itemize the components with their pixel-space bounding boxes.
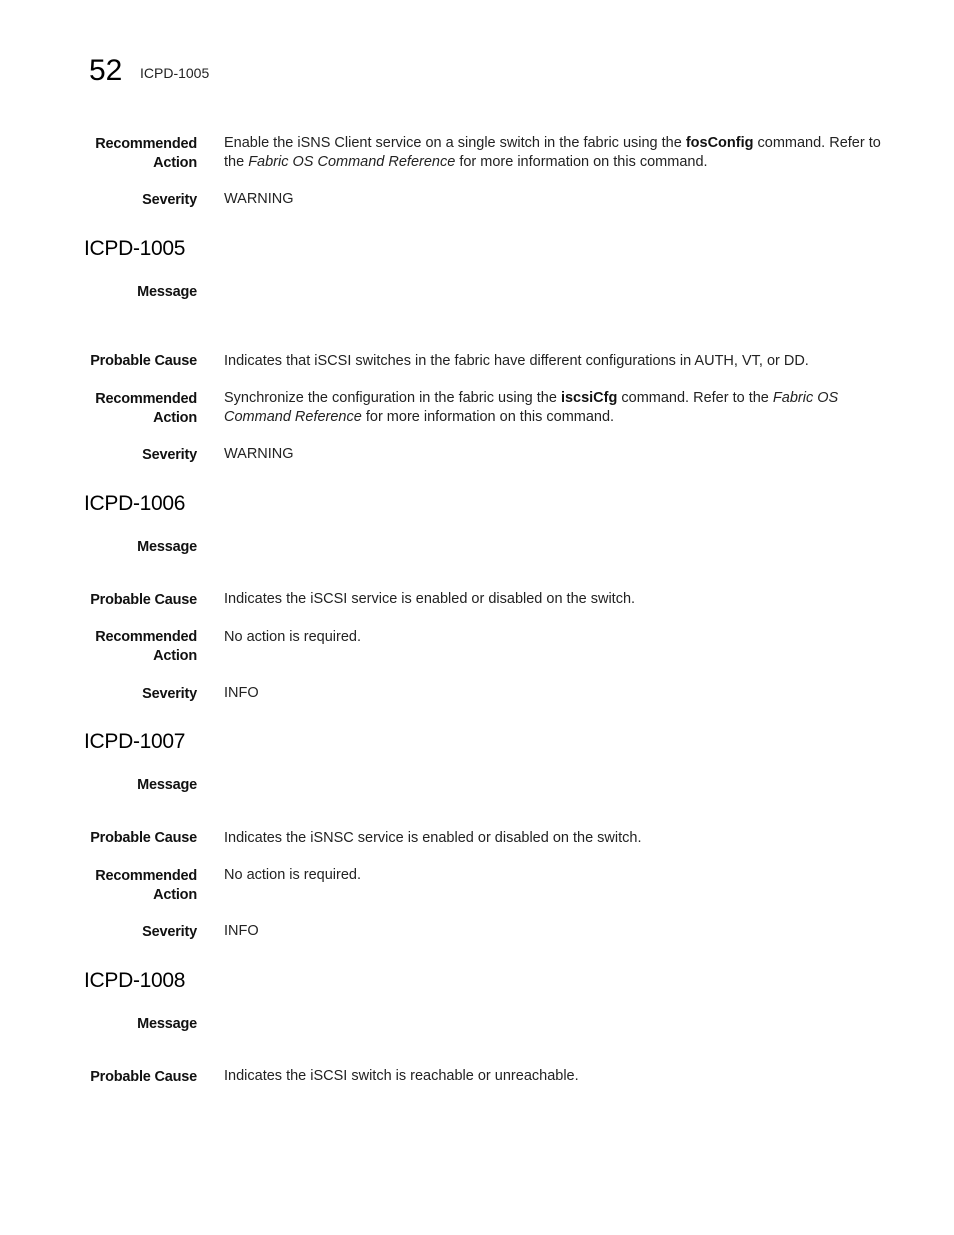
label-line-2: Action: [153, 155, 197, 171]
probable-cause-label: Probable Cause: [90, 592, 197, 608]
command-fosconfig: fosConfig: [685, 135, 754, 151]
recommended-action-label: [60, 628, 197, 666]
probable-cause-text: Indicates that iSCSI switches in the fabric have different configurations in AUTH, VT, or DD.: [224, 353, 809, 369]
severity-label: Severity: [142, 686, 197, 702]
reference-title: Fabric OS Command Reference: [248, 154, 456, 170]
severity-label: Severity: [142, 924, 197, 940]
probable-cause-label: Probable Cause: [90, 830, 197, 846]
message-label: Message: [137, 1016, 197, 1032]
severity-value: WARNING: [224, 446, 294, 462]
label-line-1: Recommended: [95, 868, 197, 884]
command-iscsicfg: iscsiCfg: [560, 390, 618, 406]
recommended-action-text: No action is required.: [224, 629, 362, 645]
chapter-number: 52: [89, 54, 123, 87]
recommended-action-text: Synchronize the configuration in the fabric using the iscsiCfg command. Refer to the Fabric OS Command Reference for more information on this command.: [224, 390, 839, 425]
probable-cause-text: Indicates the iSCSI service is enabled or disabled on the switch.: [224, 591, 636, 607]
label-line-2: Action: [153, 410, 197, 426]
running-title: ICPD-1005: [140, 65, 210, 81]
recommended-action-label: [60, 390, 197, 428]
severity-value: INFO: [224, 923, 259, 939]
message-label: Message: [137, 284, 197, 300]
severity-label: Severity: [142, 192, 197, 208]
message-label: Message: [137, 777, 197, 793]
recommended-action-text: Enable the iSNS Client service on a single switch in the fabric using the fosConfig command. Refer to the Fabric OS Command Reference for more information on this command.: [224, 135, 881, 170]
label-line-1: Recommended: [95, 629, 197, 645]
reference-title: Fabric OS Command Reference: [224, 390, 839, 425]
section-title-icpd-1005: ICPD-1005: [84, 237, 186, 260]
probable-cause-text: Indicates the iSNSC service is enabled or disabled on the switch.: [224, 830, 642, 846]
section-title-icpd-1006: ICPD-1006: [84, 492, 186, 515]
label-line-1: Recommended: [95, 136, 197, 152]
recommended-action-text: No action is required.: [224, 867, 362, 883]
probable-cause-label: Probable Cause: [90, 353, 197, 369]
section-title-icpd-1007: ICPD-1007: [84, 730, 186, 753]
label-line-2: Action: [153, 648, 197, 664]
probable-cause-text: Indicates the iSCSI switch is reachable or unreachable.: [224, 1068, 579, 1084]
recommended-action-label: [60, 135, 197, 173]
label-line-2: Action: [153, 887, 197, 903]
severity-label: Severity: [142, 447, 197, 463]
message-label: Message: [137, 539, 197, 555]
severity-value: INFO: [224, 685, 259, 701]
probable-cause-label: Probable Cause: [90, 1069, 197, 1085]
severity-value: WARNING: [224, 191, 294, 207]
recommended-action-label: [60, 867, 197, 905]
section-title-icpd-1008: ICPD-1008: [84, 969, 186, 992]
label-line-1: Recommended: [95, 391, 197, 407]
